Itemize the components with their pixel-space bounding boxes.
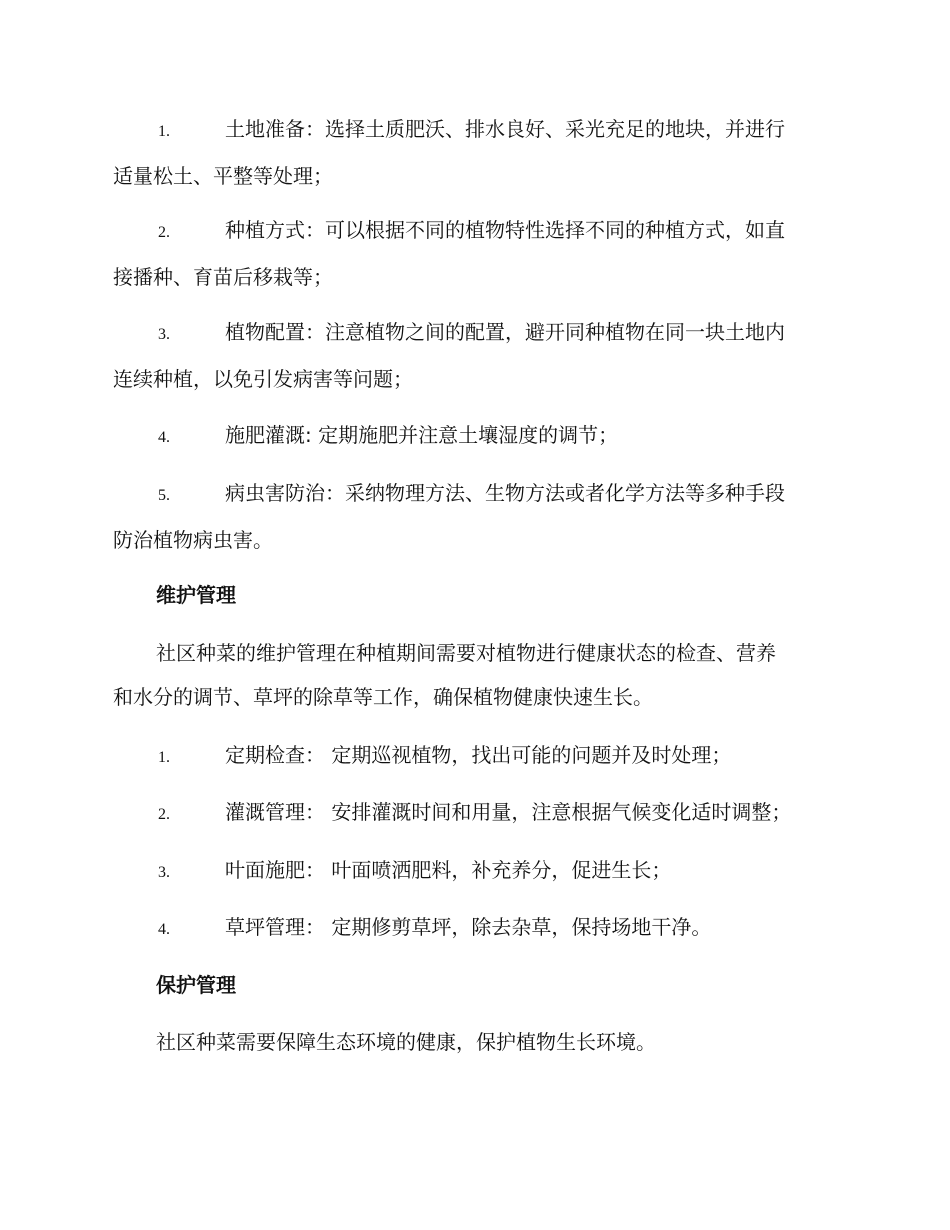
list-item [113,310,835,401]
list-item [113,471,835,562]
list-text-continued: 连续种植，以免引发病害等问题； [113,367,413,391]
list-text-continued: 接播种、育苗后移栽等； [113,265,333,289]
list-number: 4. [158,921,170,938]
list-item [113,208,835,299]
paragraph-line: 社区种菜需要保障生态环境的健康，保护植物生长环境。 [156,1030,656,1054]
list-number: 4. [158,429,170,446]
list-number: 1. [158,749,170,766]
list-text: 植物配置：注意植物之间的配置，避开同种植物在同一块土地内 [225,320,785,344]
list-text: 种植方式：可以根据不同的植物特性选择不同的种植方式，如直 [225,218,785,242]
list-item [113,905,835,952]
list-number: 3. [158,326,170,343]
section-heading-maintenance: 维护管理 [156,583,236,607]
list-text: 土地准备：选择土质肥沃、排水良好、采光充足的地块，并进行 [225,117,785,141]
list-text-continued: 适量松土、平整等处理； [113,164,333,188]
list-text: 病虫害防治：采纳物理方法、生物方法或者化学方法等多种手段 [225,481,785,505]
paragraph-line: 和水分的调节、草坪的除草等工作，确保植物健康快速生长。 [113,685,653,709]
paragraph-line: 社区种菜的维护管理在种植期间需要对植物进行健康状态的检查、营养 [156,641,776,665]
list-number: 3. [158,864,170,881]
list-number: 5. [158,487,170,504]
list-text-continued: 防治植物病虫害。 [113,528,273,552]
list-text: 施肥灌溉: 定期施肥并注意土壤湿度的调节； [225,423,619,447]
list-item [113,848,835,895]
section-heading-protection: 保护管理 [156,973,236,997]
list-item [113,413,835,460]
list-number: 2. [158,224,170,241]
list-text: 灌溉管理： 安排灌溉时间和用量，注意根据气候变化适时调整； [225,800,792,824]
maintenance-paragraph [113,631,835,719]
list-text: 叶面施肥： 叶面喷洒肥料，补充养分，促进生长； [225,858,672,882]
list-number: 2. [158,806,170,823]
list-text: 定期检查： 定期巡视植物，找出可能的问题并及时处理； [225,743,732,767]
list-item [113,107,835,198]
list-text: 草坪管理： 定期修剪草坪，除去杂草，保持场地干净。 [225,915,712,939]
list-item [113,790,835,837]
list-item [113,733,835,780]
protection-paragraph [113,1020,835,1064]
list-number: 1. [158,123,170,140]
